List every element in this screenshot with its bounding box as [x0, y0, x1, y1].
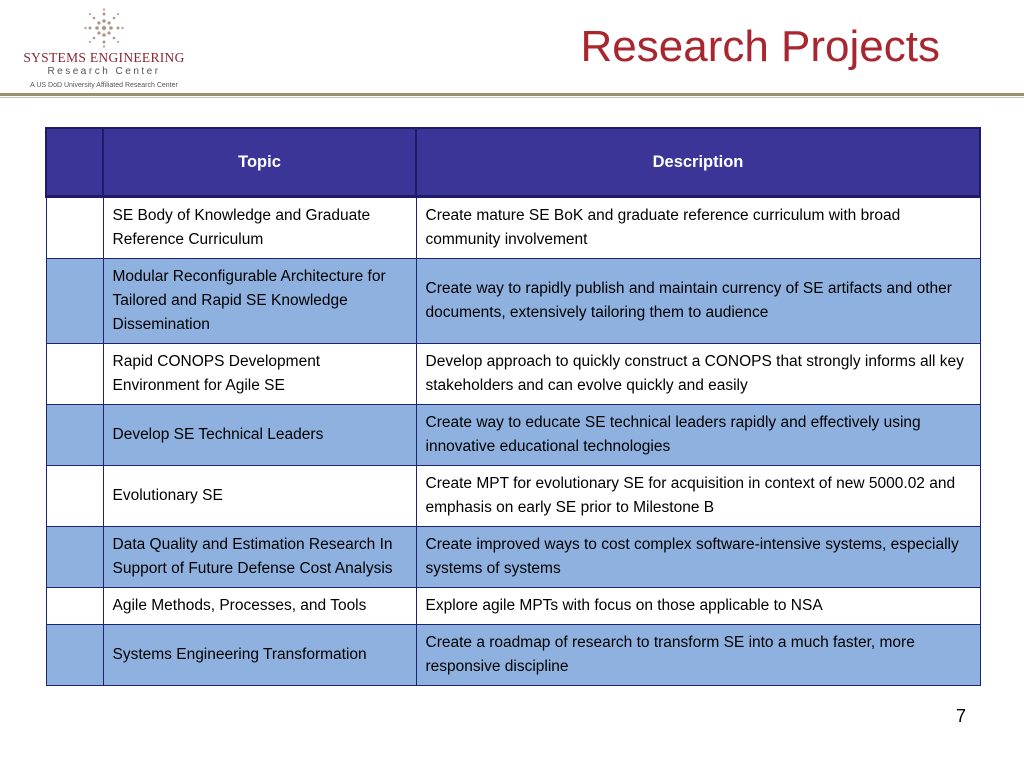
topic-cell: Evolutionary SE — [103, 466, 416, 527]
topic-cell: Develop SE Technical Leaders — [103, 405, 416, 466]
header-blank — [46, 128, 103, 197]
topic-cell: SE Body of Knowledge and Graduate Reference Curriculum — [103, 197, 416, 259]
logo-subtitle: Research Center — [47, 66, 161, 77]
description-cell: Create improved ways to cost complex software-intensive systems, especially systems of systems — [416, 527, 980, 588]
table-row — [46, 259, 980, 344]
topic-cell: Systems Engineering Transformation — [103, 625, 416, 686]
logo-title: SYSTEMS ENGINEERING — [23, 50, 185, 65]
header-rule-thin — [0, 97, 1024, 98]
topic-cell: Agile Methods, Processes, and Tools — [103, 588, 416, 625]
header-description: Description — [416, 128, 980, 197]
description-cell: Create a roadmap of research to transform SE into a much faster, more responsive discipline — [416, 625, 980, 686]
page-number: 7 — [955, 706, 966, 726]
logo-tagline: A US DoD University Affiliated Research Center — [30, 82, 178, 89]
topic-cell: Modular Reconfigurable Architecture for Tailored and Rapid SE Knowledge Dissemination — [103, 259, 416, 344]
description-cell: Create way to educate SE technical leaders rapidly and effectively using innovative educational technologies — [416, 405, 980, 466]
description-cell: Create way to rapidly publish and maintain currency of SE artifacts and other documents, extensively tailoring them to audience — [416, 259, 980, 344]
logo — [6, 6, 196, 90]
description-cell: Explore agile MPTs with focus on those applicable to NSA — [416, 588, 980, 625]
row-marker — [46, 405, 103, 466]
header-rule — [0, 93, 1024, 96]
header-topic: Topic — [103, 128, 416, 197]
description-cell: Develop approach to quickly construct a CONOPS that strongly informs all key stakeholders and can evolve quickly and easily — [416, 344, 980, 405]
topic-cell: Rapid CONOPS Development Environment for Agile SE — [103, 344, 416, 405]
row-marker — [46, 344, 103, 405]
table-row — [46, 197, 980, 259]
row-marker — [46, 259, 103, 344]
table-header-row — [46, 128, 980, 197]
topic-cell: Data Quality and Estimation Research In Support of Future Defense Cost Analysis — [103, 527, 416, 588]
row-marker — [46, 588, 103, 625]
table-row — [46, 588, 980, 625]
row-marker — [46, 466, 103, 527]
description-cell: Create mature SE BoK and graduate reference curriculum with broad community involvement — [416, 197, 980, 259]
snowflake-icon — [84, 8, 124, 48]
description-cell: Create MPT for evolutionary SE for acquisition in context of new 5000.02 and emphasis on early SE prior to Milestone B — [416, 466, 980, 527]
row-marker — [46, 197, 103, 259]
projects-table — [45, 127, 981, 686]
table-row — [46, 344, 980, 405]
row-marker — [46, 625, 103, 686]
slide-title: Research Projects — [580, 22, 940, 71]
table-row — [46, 405, 980, 466]
table-row — [46, 625, 980, 686]
row-marker — [46, 527, 103, 588]
table-row — [46, 527, 980, 588]
table-row — [46, 466, 980, 527]
